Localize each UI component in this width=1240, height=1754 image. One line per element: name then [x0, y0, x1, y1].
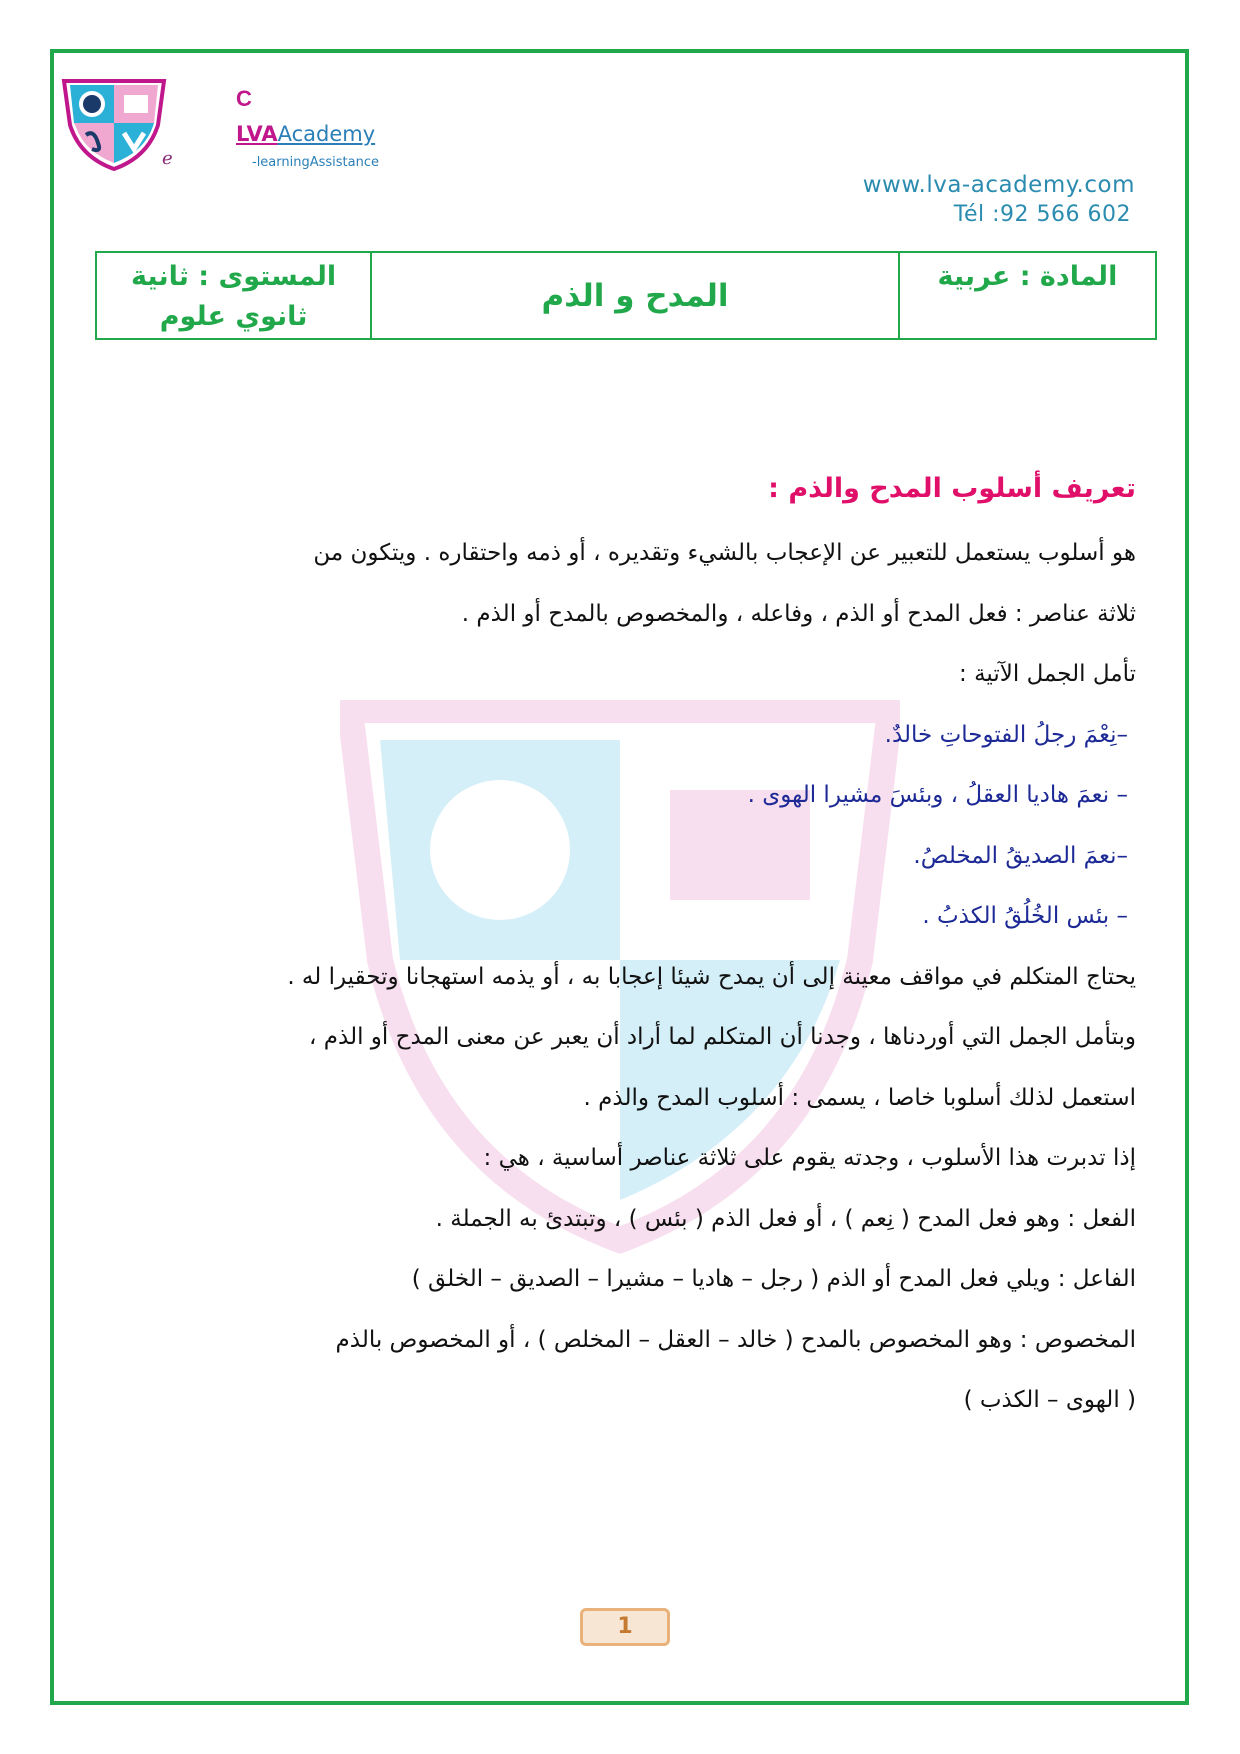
paragraph-line: الفاعل : ويلي فعل المدح أو الذم ( رجل – هاديا – مشيرا – الصديق – الخلق )	[411, 1266, 1136, 1292]
example-sentence: –نعمَ الصديقُ المخلصُ.	[913, 842, 1128, 869]
brand-academy: Academy	[277, 122, 376, 146]
website-link[interactable]: www.lva-academy.com	[862, 172, 1135, 198]
brand-lva: LVA	[236, 122, 278, 146]
paragraph-line: هو أسلوب يستعمل للتعبير عن الإعجاب بالشيء وتقديره ، أو ذمه واحتقاره . ويتكون من	[313, 540, 1136, 566]
brand-name	[236, 122, 375, 146]
info-table	[95, 251, 1157, 340]
paragraph-line: ( الهوى – الكذب )	[963, 1387, 1136, 1413]
section-heading: تعريف أسلوب المدح والذم :	[768, 473, 1136, 504]
subject-cell: المادة : عربية	[899, 252, 1156, 339]
example-sentence: – بئس الخُلُقُ الكذبُ .	[922, 903, 1128, 929]
academy-logo-icon	[58, 77, 170, 173]
paragraph-line: وبتأمل الجمل التي أوردناها ، وجدنا أن المتكلم لما أراد أن يعبر عن معنى المدح أو الذم ،	[309, 1024, 1136, 1050]
lesson-content	[120, 465, 1136, 1431]
level-cell	[96, 252, 371, 339]
paragraph-line: الفعل : وهو فعل المدح ( نِعم ) ، أو فعل الذم ( بئس ) ، وتبتدئ به الجملة .	[435, 1205, 1136, 1232]
logo-e-letter: e	[162, 148, 173, 169]
paragraph-line: ثلاثة عناصر : فعل المدح أو الذم ، وفاعله ، والمخصوص بالمدح أو الذم .	[461, 600, 1136, 627]
paragraph-line: يحتاج المتكلم في مواقف معينة إلى أن يمدح شيئا إعجابا به ، أو يذمه استهجانا وتحقيرا له .	[287, 963, 1136, 990]
level-line-2: ثانوي علوم	[159, 301, 308, 332]
level-line-1: المستوى : ثانية	[131, 261, 337, 292]
lesson-title: المدح و الذم	[371, 252, 899, 339]
example-sentence: –نِعْمَ رجلُ الفتوحاتِ خالدٌ.	[884, 721, 1128, 748]
page-number: 1	[580, 1608, 670, 1646]
brand-c-letter: C	[236, 86, 252, 111]
phone-number: Tél :92 566 602	[953, 202, 1131, 227]
paragraph-line: المخصوص : وهو المخصوص بالمدح ( خالد – العقل – المخلص ) ، أو المخصوص بالذم	[335, 1326, 1136, 1353]
info-table-row	[96, 252, 1156, 339]
brand-tagline: -learningAssistance	[252, 155, 379, 170]
paragraph-line: استعمل لذلك أسلوبا خاصا ، يسمى : أسلوب المدح والذم .	[583, 1084, 1136, 1111]
paragraph-line: إذا تدبرت هذا الأسلوب ، وجدته يقوم على ثلاثة عناصر أساسية ، هي :	[483, 1145, 1136, 1171]
example-sentence: – نعمَ هاديا العقلُ ، وبئسَ مشيرا الهوى .	[747, 782, 1128, 808]
paragraph-line: تأمل الجمل الآتية :	[959, 661, 1136, 687]
